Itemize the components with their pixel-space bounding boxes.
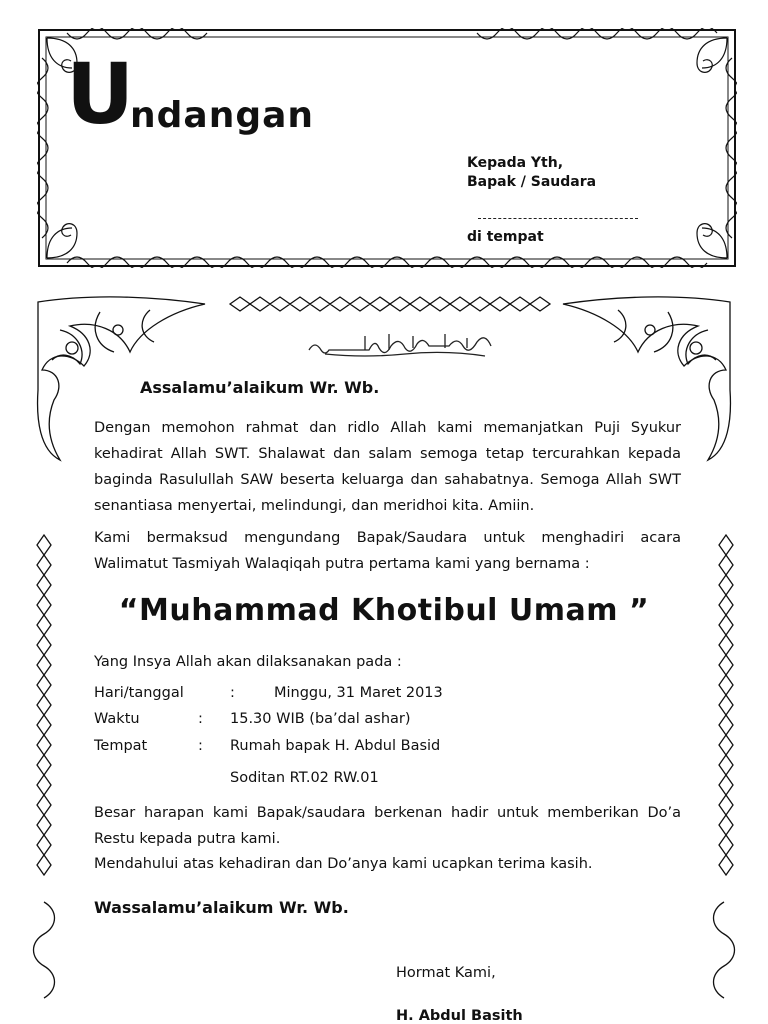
- schedule-intro-text: Yang Insya Allah akan dilaksanakan pada :: [94, 654, 402, 670]
- paragraph-thanks: Mendahului atas kehadiran dan Do’anya kami ucapkan terima kasih.: [94, 856, 593, 872]
- recipient-line-2: Bapak / Saudara: [467, 174, 597, 190]
- detail-separator: :: [230, 685, 235, 701]
- address-line-2-text: Soditan RT.02 RW.01: [230, 770, 379, 786]
- paragraph-opening: Dengan memohon rahmat dan ridlo Allah kami memanjatkan Puji Syukur kehadirat Allah SWT. Shalawat dan salam semoga tetap tercurahkan kepada baginda Rasulullah SAW beserta keluarga dan sahabatnya. Semoga Allah SWT senantiasa menyertai, melindungi, dan meridhoi kita. Amiin.: [94, 420, 681, 514]
- greeting: Assalamu’alaikum Wr. Wb.: [140, 378, 380, 397]
- regards: Hormat Kami,: [396, 965, 496, 981]
- recipient-place: di tempat: [467, 229, 544, 245]
- paragraph-invitation: Kami bermaksud mengundang Bapak/Saudara untuk menghadiri acara Walimatut Tasmiyah Walaqiqah putra pertama kami yang bernama :: [94, 530, 681, 572]
- recipient-line-1: Kepada Yth,: [467, 155, 564, 171]
- card-ornament-border: [37, 28, 737, 268]
- detail-separator: :: [198, 711, 203, 727]
- detail-value: Minggu, 31 Maret 2013: [274, 685, 443, 701]
- recipient-name-blank: [478, 218, 638, 219]
- envelope-card: [37, 28, 737, 268]
- detail-label: Waktu: [94, 711, 140, 727]
- detail-value: 15.30 WIB (ba’dal ashar): [230, 711, 411, 727]
- bismillah-calligraphy-icon: [305, 330, 495, 358]
- child-name: “Muhammad Khotibul Umam ”: [118, 593, 650, 628]
- detail-value: Rumah bapak H. Abdul Basid: [230, 738, 441, 754]
- detail-label: Tempat: [94, 738, 148, 754]
- paragraph-hope: Besar harapan kami Bapak/saudara berkenan hadir untuk memberikan Do’a Restu kepada putra kami.: [94, 805, 681, 847]
- detail-label: Hari/tanggal: [94, 685, 184, 701]
- page-title: ndangan: [130, 95, 315, 136]
- signatory-name: H. Abdul Basith: [396, 1008, 523, 1024]
- title-initial: U: [66, 45, 135, 143]
- closing-salutation: Wassalamu’alaikum Wr. Wb.: [94, 898, 349, 917]
- detail-separator: :: [198, 738, 203, 754]
